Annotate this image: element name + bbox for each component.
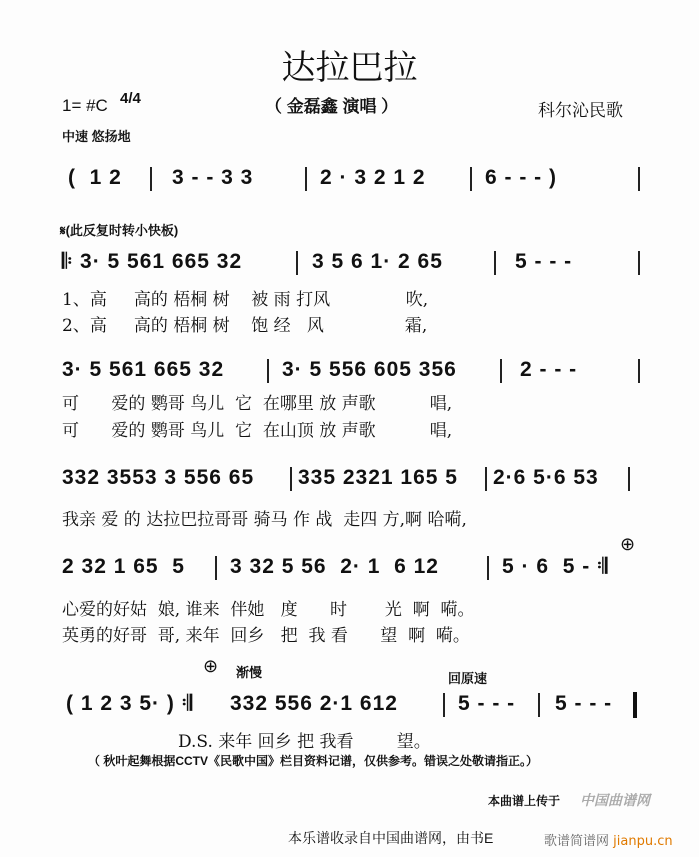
measure: 𝄆 3· 5 561 665 32	[62, 250, 243, 273]
origin: 科尔沁民歌	[538, 101, 623, 121]
watermark-url: jianpu.cn	[613, 834, 673, 849]
barline	[500, 359, 502, 383]
measure: 335 2321 165 5	[298, 466, 458, 489]
measure: 5 - - -	[515, 250, 573, 273]
lyrics: D.S. 来年 回乡 把 我看 望。	[178, 732, 431, 752]
measure: 3 - - 3 3	[172, 166, 254, 189]
watermark	[544, 830, 673, 849]
barline	[638, 251, 640, 275]
barline	[470, 167, 472, 191]
barline	[290, 467, 292, 491]
measure: 332 3553 3 556 65	[62, 466, 255, 489]
key-signature: 1= #C	[62, 96, 108, 115]
song-title: 达拉巴拉	[281, 49, 418, 87]
measure: 3· 5 556 605 356	[282, 358, 457, 381]
barline	[628, 467, 630, 491]
measure: 5 - - -	[555, 692, 613, 715]
watermark-text: 歌谱简谱网	[544, 834, 610, 849]
barline	[638, 359, 640, 383]
measure: 5 · 6 5 - 𝄇	[502, 555, 609, 578]
measure: 5 - - -	[458, 692, 516, 715]
lyrics-verse-2: 2、高 高的 梧桐 树 饱 经 风 霜,	[62, 316, 428, 336]
a-tempo-mark: 回原速	[448, 671, 488, 686]
measure: 2 32 1 65 5	[62, 555, 185, 578]
measure: ( 1 2	[68, 166, 122, 189]
measure: 6 - - - )	[485, 166, 557, 189]
barline	[638, 167, 640, 191]
time-signature: 4/4	[120, 90, 141, 107]
coda-icon: ⊕	[203, 656, 219, 676]
barline	[443, 693, 445, 717]
measure: 2 - - -	[520, 358, 578, 381]
measure: 3· 5 561 665 32	[62, 358, 225, 381]
measure: 3 5 6 1· 2 65	[312, 250, 443, 273]
measure: 2·6 5·6 53	[493, 466, 599, 489]
footnote: （ 秋叶起舞根据CCTV《民歌中国》栏目资料记谱，仅供参考。错误之处敬请指正。）	[88, 754, 539, 768]
barline	[215, 556, 217, 580]
lyrics-verse-1: 1、高 高的 梧桐 树 被 雨 打风 吹,	[62, 290, 429, 310]
lyrics-verse-1: 可 爱的 鹦哥 鸟儿 它 在哪里 放 声歌 唱,	[62, 394, 453, 414]
barline	[494, 251, 496, 275]
barline	[538, 693, 540, 717]
tempo-mark: 中速 悠扬地	[62, 129, 131, 144]
lyrics: 我亲 爱 的 达拉巴拉哥哥 骑马 作 战 走四 方,啊 哈嗬,	[62, 510, 467, 530]
performer: （ 金磊鑫 演唱 ）	[265, 97, 399, 116]
measure: 3 32 5 56 2· 1 6 12	[230, 555, 439, 578]
barline	[485, 467, 487, 491]
measure: ( 1 2 3 5· ) 𝄇	[66, 692, 193, 715]
lyrics-verse-2: 可 爱的 鹦哥 鸟儿 它 在山顶 放 声歌 唱,	[62, 421, 453, 441]
site-logo[interactable]: 中国曲谱网	[580, 792, 650, 808]
upload-label: 本曲谱上传于	[488, 794, 561, 808]
barline	[305, 167, 307, 191]
coda-icon: ⊕	[620, 534, 636, 554]
barline	[267, 359, 269, 383]
barline	[150, 167, 152, 191]
lyrics-verse-1: 心爱的好姑 娘, 谁来 伴她 度 时 光 啊 嗬。	[62, 600, 475, 620]
ritardando-mark: 渐慢	[236, 665, 263, 680]
measure: 2 · 3 2 1 2	[320, 166, 426, 189]
source-note: 本乐谱收录自中国曲谱网，由书E	[288, 830, 494, 846]
barline	[487, 556, 489, 580]
segno-note: 𝄋(此反复时转小快板)	[60, 223, 179, 238]
barline	[633, 692, 637, 718]
measure: 332 556 2·1 612	[230, 692, 398, 715]
barline	[296, 251, 298, 275]
lyrics-verse-2: 英勇的好哥 哥, 来年 回乡 把 我 看 望 啊 嗬。	[62, 626, 470, 646]
